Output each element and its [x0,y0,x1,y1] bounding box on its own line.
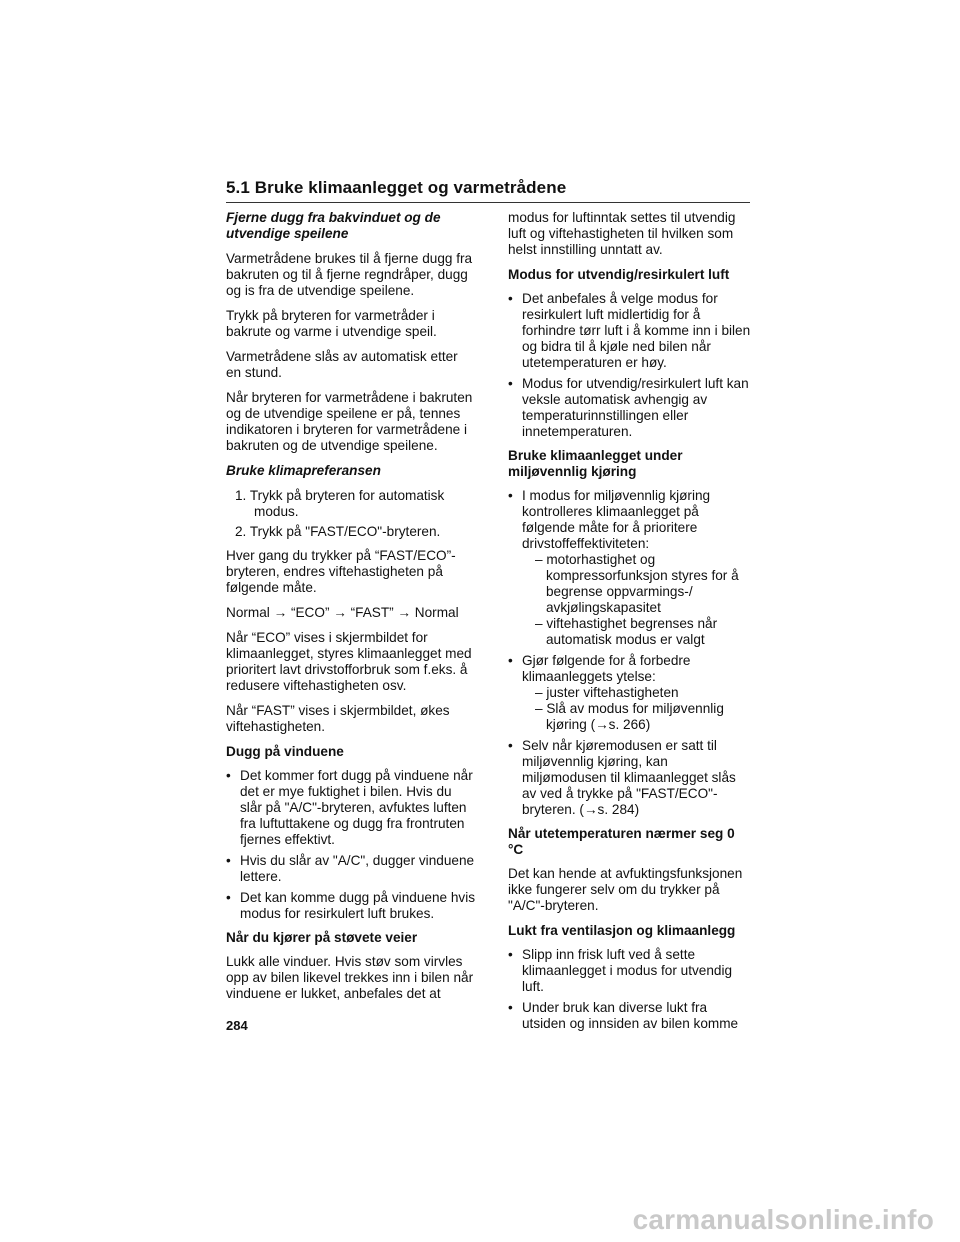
sub-item: – Slå av modus for miljøvennlig kjøring (→s. 266) [535,701,724,732]
bullet-item [508,488,753,648]
step-item: 2. Trykk på "FAST/ECO"-bryteren. [235,524,441,539]
paragraph: Trykk på bryteren for varmetråder i bakrute og varme i utvendige speil. [226,308,437,339]
heading-dusty-roads: Når du kjører på støvete veier [226,930,418,945]
right-column [508,210,753,1040]
paragraph: Hver gang du trykker på “FAST/ECO”-bryteren, endres viftehastigheten på følgende måte. [226,548,456,595]
step-item: 1. Trykk på bryteren for automatisk modus. [235,488,445,519]
heading-defog-rear: Fjerne dugg fra bakvinduet og de utvendige speilene [226,210,441,241]
sub-list [522,685,753,733]
sub-item: – motorhastighet og kompressorfunksjon styres for å begrense oppvarmings-/ avkjølingskapasitet [535,552,739,615]
heading-outside-temp: Når utetemperaturen nærmer seg 0 °C [508,826,735,857]
paragraph: Når “ECO” vises i skjermbildet for klimaanlegget, styres klimaanlegget med prioritert lavt drivstofforbruk som f.eks. å redusere viftehastigheten osv. [226,630,472,693]
steps-list [226,488,476,540]
section-header [226,178,750,203]
bullet-list [508,947,753,1032]
bullet-item: • Selv når kjøremodusen er satt til miljøvennlig kjøring, kan miljømodusen til klimaanlegget slås av ved å trykke på "FAST/ECO"-bryteren. (→s. 284) [508,738,753,818]
bullet-item: • Det kan komme dugg på vinduene hvis modus for resirkulert luft brukes. [226,890,476,922]
left-column [226,210,476,1011]
bullet-list [508,488,753,818]
page-number: 284 [226,1018,248,1033]
bullet-item: • Det kommer fort dugg på vinduene når det er mye fuktighet i bilen. Hvis du slår på "A/C"-bryteren, avfuktes luften fra luftuttakene og dugg fra frontruten fjernes effektivt. [226,768,476,848]
heading-climate-preference: Bruke klimapreferansen [226,463,381,478]
bullet-list [226,768,476,922]
heading-eco-driving: Bruke klimaanlegget under miljøvennlig kjøring [508,448,683,479]
bullet-list [508,291,753,440]
sub-item: – viftehastighet begrenses når automatisk modus er valgt [535,616,718,647]
bullet-item: • Hvis du slår av "A/C", dugger vinduene lettere. [226,853,476,885]
section-title: 5.1 Bruke klimaanlegget og varmetrådene [226,178,567,197]
paragraph: Når “FAST” vises i skjermbildet, økes viftehastigheten. [226,703,450,734]
bullet-intro: Gjør følgende for å forbedre klimaanleggets ytelse: [522,653,691,684]
heading-odor: Lukt fra ventilasjon og klimaanlegg [508,923,736,938]
paragraph: modus for luftinntak settes til utvendig luft og viftehastigheten til hvilken som helst innstilling unntatt av. [508,210,736,257]
heading-window-fog: Dugg på vinduene [226,744,344,759]
watermark: carmanualsonline.info [632,1204,934,1235]
bullet-item [508,653,753,733]
paragraph: Varmetrådene slås av automatisk etter en stund. [226,349,458,380]
sub-list [522,552,753,648]
bullet-intro: I modus for miljøvennlig kjøring kontrolleres klimaanlegget på følgende måte for å prioritere drivstoffeffektiviteten: [522,488,711,551]
bullet-item: • Det anbefales å velge modus for resirkulert luft midlertidig for å forhindre tørr luft i å komme inn i bilen og bidra til å kjøle ned bilen når utetemperaturen er høy. [508,291,753,371]
bullet-item: • Under bruk kan diverse lukt fra utsiden og innsiden av bilen komme [508,1000,753,1032]
sub-item: – juster viftehastigheten [535,685,679,700]
heading-recirculation: Modus for utvendig/resirkulert luft [508,267,730,282]
paragraph: Det kan hende at avfuktingsfunksjonen ikke fungerer selv om du trykker på "A/C"-bryteren. [508,866,743,913]
paragraph: Lukk alle vinduer. Hvis støv som virvles opp av bilen likevel trekkes inn i bilen når vinduene er lukket, anbefales det at [226,954,474,1001]
bullet-item: • Modus for utvendig/resirkulert luft kan veksle automatisk avhengig av temperaturinnstillingen eller innetemperaturen. [508,376,753,440]
paragraph: Varmetrådene brukes til å fjerne dugg fra bakruten og til å fjerne regndråper, dugg og is fra de utvendige speilene. [226,251,473,298]
bullet-item: • Slipp inn frisk luft ved å sette klimaanlegget i modus for utvendig luft. [508,947,753,995]
mode-cycle: Normal → “ECO” → “FAST” → Normal [226,605,459,620]
paragraph: Når bryteren for varmetrådene i bakruten og de utvendige speilene er på, tennes indikatoren i bryteren for varmetrådene i bakruten og de utvendige speilene. [226,390,473,453]
